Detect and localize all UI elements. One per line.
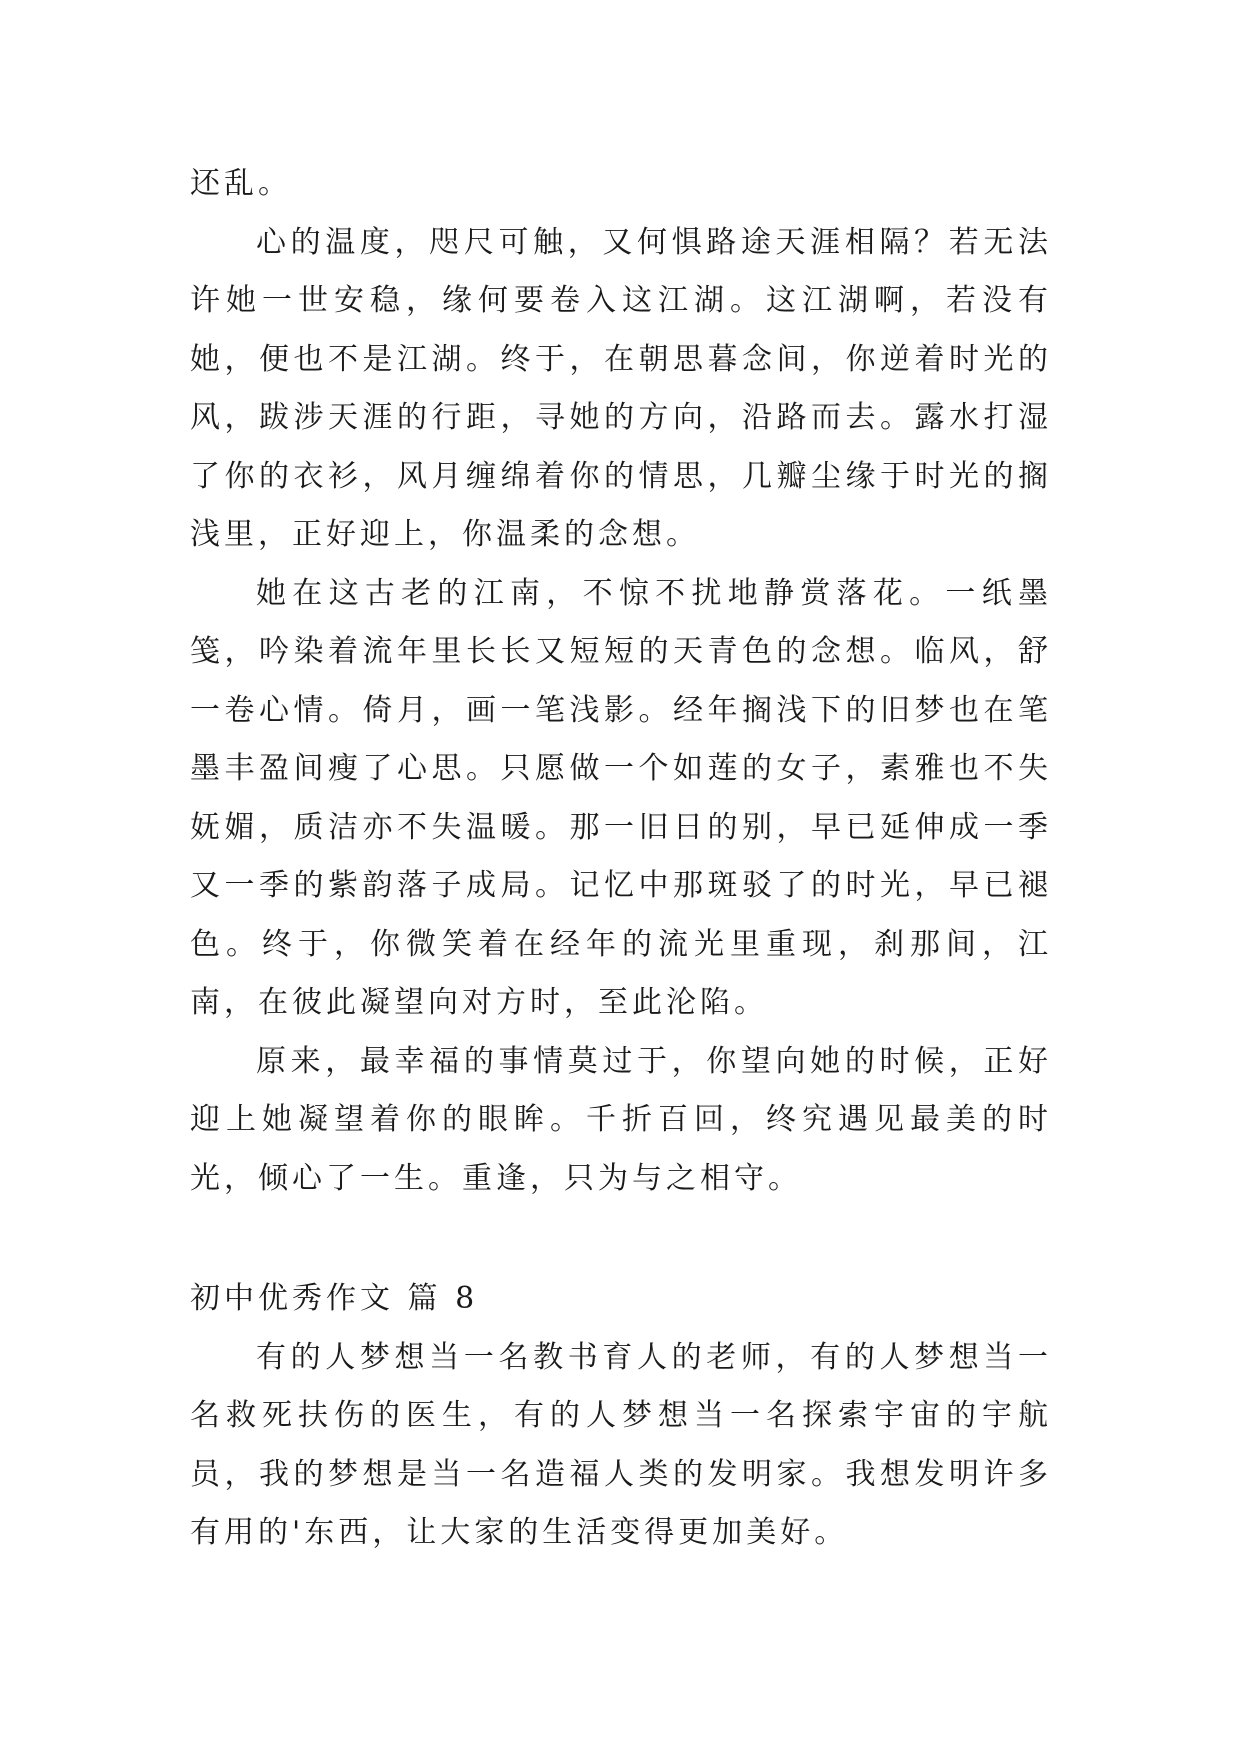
paragraph-continuation: 还乱。 [190,166,292,201]
section-gap [190,1208,1052,1270]
paragraph-jiangnan: 她在这古老的江南，不惊不扰地静赏落花。一纸墨笺，吟染着流年里长长又短短的天青色的念想。临风，舒一卷心情。倚月，画一笔浅影。经年搁浅下的旧梦也在笔墨丰盈间瘦了心思。只愿做一个如莲的女子，素雅也不失妩媚，质洁亦不失温暖。那一旧日的别，早已延伸成一季又一季的紫韵落子成局。记忆中那斑驳了的时光，早已褪色。终于，你微笑着在经年的流光里重现，刹那间，江南，在彼此凝望向对方时，至此沦陷。 [190,575,1052,1020]
document-body [190,155,1052,1563]
section-title: 初中优秀作文 篇 8 [190,1281,479,1316]
paragraph-dream: 有的人梦想当一名教书育人的老师，有的人梦想当一名救死扶伤的医生，有的人梦想当一名探索宇宙的宇航员，我的梦想是当一名造福人类的发明家。我想发明许多有用的'东西，让大家的生活变得更加美好。 [190,1339,1052,1550]
paragraph-happiness: 原来，最幸福的事情莫过于，你望向她的时候，正好迎上她凝望着你的眼眸。千折百回，终究遇见最美的时光，倾心了一生。重逢，只为与之相守。 [190,1043,1052,1196]
paragraph-heart-warmth: 心的温度，咫尺可触，又何惧路途天涯相隔？若无法许她一世安稳，缘何要卷入这江湖。这江湖啊，若没有她，便也不是江湖。终于，在朝思暮念间，你逆着时光的风，跋涉天涯的行距，寻她的方向，沿路而去。露水打湿了你的衣衫，风月缠绵着你的情思，几瓣尘缘于时光的搁浅里，正好迎上，你温柔的念想。 [190,224,1052,552]
